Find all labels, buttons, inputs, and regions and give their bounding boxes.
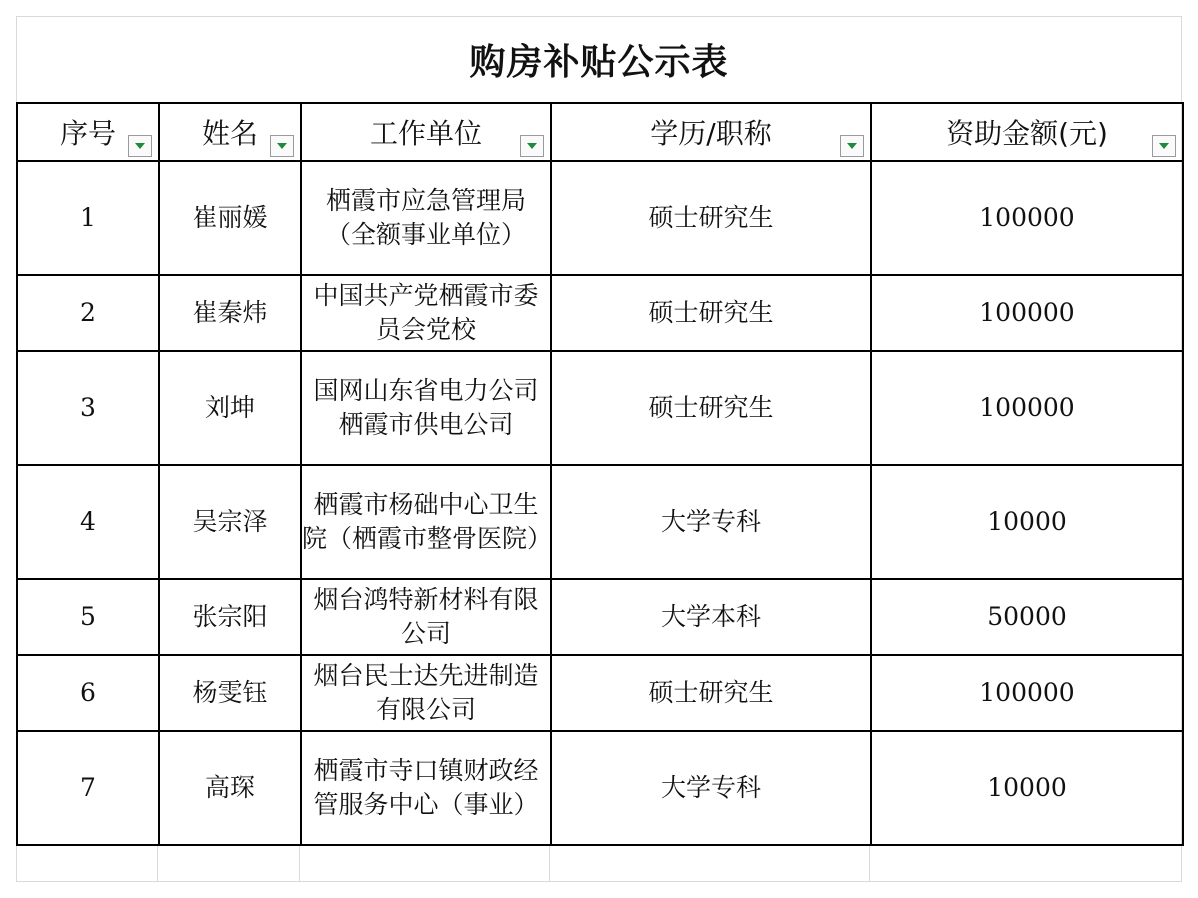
cell-no[interactable]: 5 — [17, 579, 159, 655]
cell-name[interactable]: 吴宗泽 — [159, 465, 301, 579]
column-header-amount — [871, 103, 1183, 161]
cell-amount[interactable]: 50000 — [871, 579, 1183, 655]
filter-dropdown-icon[interactable] — [840, 135, 864, 157]
header-row — [17, 103, 1183, 161]
cell-name[interactable]: 高琛 — [159, 731, 301, 845]
column-header-name — [159, 103, 301, 161]
cell-amount[interactable]: 10000 — [871, 465, 1183, 579]
table-row — [17, 351, 1183, 465]
cell-name[interactable]: 崔丽媛 — [159, 161, 301, 275]
column-header-no — [17, 103, 159, 161]
cell-unit[interactable]: 烟台鸿特新材料有限公司 — [301, 579, 551, 655]
column-header-label: 资助金额(元) — [946, 117, 1108, 150]
cell-education[interactable]: 硕士研究生 — [551, 161, 871, 275]
cell-amount[interactable]: 100000 — [871, 275, 1183, 351]
column-header-education — [551, 103, 871, 161]
column-header-unit — [301, 103, 551, 161]
cell-unit[interactable]: 栖霞市应急管理局（全额事业单位） — [301, 161, 551, 275]
cell-amount[interactable]: 100000 — [871, 351, 1183, 465]
cell-no[interactable]: 7 — [17, 731, 159, 845]
cell-no[interactable]: 4 — [17, 465, 159, 579]
cell-education[interactable]: 硕士研究生 — [551, 351, 871, 465]
table-row — [17, 655, 1183, 731]
cell-no[interactable]: 1 — [17, 161, 159, 275]
filter-dropdown-icon[interactable] — [270, 135, 294, 157]
cell-education[interactable]: 大学本科 — [551, 579, 871, 655]
subsidy-table — [16, 102, 1184, 846]
column-header-label: 姓名 — [201, 117, 258, 150]
column-header-label: 序号 — [59, 117, 116, 150]
cell-education[interactable]: 大学专科 — [551, 731, 871, 845]
cell-unit[interactable]: 栖霞市寺口镇财政经管服务中心（事业） — [301, 731, 551, 845]
table-row — [17, 465, 1183, 579]
cell-education[interactable]: 硕士研究生 — [551, 275, 871, 351]
table-row — [17, 275, 1183, 351]
filter-dropdown-icon[interactable] — [520, 135, 544, 157]
cell-amount[interactable]: 100000 — [871, 655, 1183, 731]
table-title: 购房补贴公示表 — [469, 41, 729, 83]
cell-name[interactable]: 崔秦炜 — [159, 275, 301, 351]
cell-amount[interactable]: 100000 — [871, 161, 1183, 275]
table-row — [17, 731, 1183, 845]
cell-name[interactable]: 张宗阳 — [159, 579, 301, 655]
cell-no[interactable]: 3 — [17, 351, 159, 465]
column-header-label: 工作单位 — [369, 117, 482, 150]
cell-education[interactable]: 硕士研究生 — [551, 655, 871, 731]
column-header-label: 学历/职称 — [650, 117, 772, 150]
cell-amount[interactable]: 10000 — [871, 731, 1183, 845]
cell-name[interactable]: 杨雯钰 — [159, 655, 301, 731]
cell-unit[interactable]: 中国共产党栖霞市委员会党校 — [301, 275, 551, 351]
cell-no[interactable]: 2 — [17, 275, 159, 351]
filter-dropdown-icon[interactable] — [1152, 135, 1176, 157]
cell-name[interactable]: 刘坤 — [159, 351, 301, 465]
table-row — [17, 161, 1183, 275]
cell-unit[interactable]: 栖霞市杨础中心卫生院（栖霞市整骨医院） — [301, 465, 551, 579]
filter-dropdown-icon[interactable] — [128, 135, 152, 157]
cell-unit[interactable]: 国网山东省电力公司栖霞市供电公司 — [301, 351, 551, 465]
table-row — [17, 579, 1183, 655]
cell-unit[interactable]: 烟台民士达先进制造有限公司 — [301, 655, 551, 731]
cell-education[interactable]: 大学专科 — [551, 465, 871, 579]
cell-no[interactable]: 6 — [17, 655, 159, 731]
